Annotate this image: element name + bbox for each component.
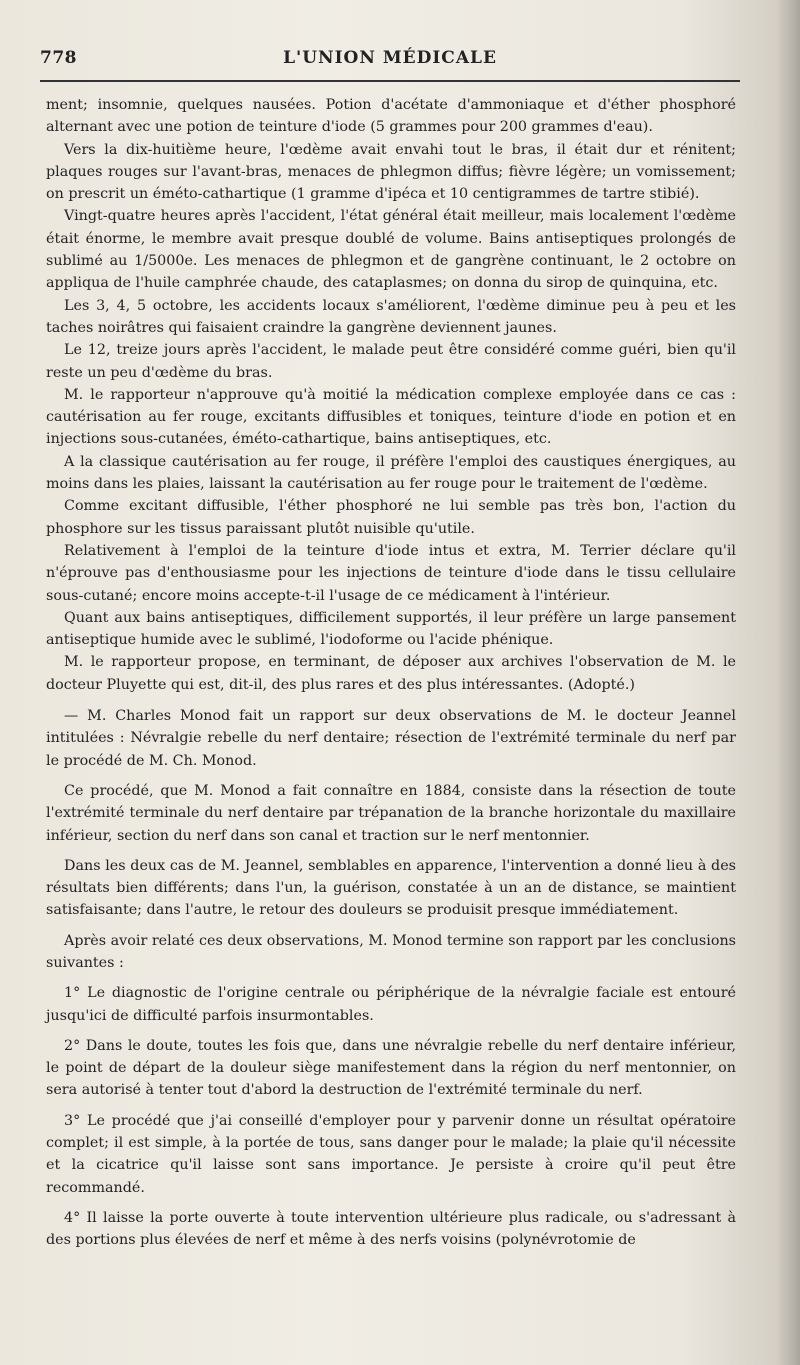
page-edge-shadow	[776, 0, 800, 1365]
paragraph: ment; insomnie, quelques nausées. Potion d'acétate d'ammoniaque et d'éther phosphoré alternant avec une potion de teinture d'iode (5 grammes pour 200 grammes d'eau).	[46, 97, 736, 136]
page-number: 778	[40, 48, 77, 68]
page-header	[40, 44, 740, 74]
article-body	[46, 94, 736, 1252]
conclusion-item: 2° Dans le doute, toutes les fois que, dans une névralgie rebelle du nerf dentaire inférieur, le point de départ de la douleur siège manifestement dans la région du nerf mentonnier, on sera autorisé à tenter tout d'abord la destruction de l'extrémité terminale du nerf.	[46, 1037, 736, 1099]
paragraph: Le 12, treize jours après l'accident, le malade peut être considéré comme guéri, bien qu'il reste un peu d'œdème du bras.	[46, 342, 736, 381]
paragraph: Comme excitant diffusible, l'éther phosphoré ne lui semble pas très bon, l'action du phosphore sur les tissus paraissant plutôt nuisible qu'utile.	[46, 498, 736, 537]
paragraph: Les 3, 4, 5 octobre, les accidents locaux s'améliorent, l'œdème diminue peu à peu et les taches noirâtres qui faisaient craindre la gangrène deviennent jaunes.	[46, 297, 736, 336]
running-title: L'UNION MÉDICALE	[283, 48, 497, 68]
conclusion-item: 3° Le procédé que j'ai conseillé d'employer pour y parvenir donne un résultat opératoire complet; il est simple, à la portée de tous, sans danger pour le malade; la plaie qu'il nécessite et la cicatrice qu'il laisse sont sans importance. Je persiste à croire qu'il peut être recommandé.	[46, 1112, 736, 1196]
paragraph: M. le rapporteur propose, en terminant, de déposer aux archives l'observation de M. le docteur Pluyette qui est, dit-il, des plus rares et des plus intéressantes. (Adopté.)	[46, 654, 736, 693]
paragraph: Vers la dix-huitième heure, l'œdème avait envahi tout le bras, il était dur et rénitent; plaques rouges sur l'avant-bras, menaces de phlegmon diffus; fièvre légère; un vomissement; on prescrit un éméto-cathartique (1 gramme d'ipéca et 10 centigrammes de tartre stibié).	[46, 141, 736, 203]
paragraph: Relativement à l'emploi de la teinture d'iode intus et extra, M. Terrier déclare qu'il n'éprouve pas d'enthousiasme pour les injections de teinture d'iode dans le tissu cellulaire sous-cutané; encore moins accepte-t-il l'usage de ce médicament à l'intérieur.	[46, 542, 736, 604]
paragraph: Quant aux bains antiseptiques, difficilement supportés, il leur préfère un large pansement antiseptique humide avec le sublimé, l'iodoforme ou l'acide phénique.	[46, 609, 736, 649]
paragraph: Vingt-quatre heures après l'accident, l'état général était meilleur, mais localement l'œdème était énorme, le membre avait presque doublé de volume. Bains antiseptiques prolongés de sublimé au 1/5000e. Les menaces de phlegmon et de gangrène continuant, le 2 octobre on appliqua de l'huile camphrée chaude, des cataplasmes; on donna du sirop de quinquina, etc.	[46, 208, 736, 292]
paragraph: Dans les deux cas de M. Jeannel, semblables en apparence, l'intervention a donné lieu à des résultats bien différents; dans l'un, la guérison, constatée à un an de distance, se maintient satisfaisante; dans l'autre, le retour des douleurs se produisit presque immédiatement.	[46, 857, 736, 919]
paragraph: Ce procédé, que M. Monod a fait connaître en 1884, consiste dans la résection de toute l'extrémité terminale du nerf dentaire par trépanation de la branche horizontale du maxillaire inférieur, section du nerf dans son canal et traction sur le nerf mentonnier.	[46, 782, 736, 844]
paragraph: M. le rapporteur n'approuve qu'à moitié la médication complexe employée dans ce cas : cautérisation au fer rouge, excitants diffusibles et toniques, teinture d'iode en potion et en injections sous-cutanées, éméto-cathartique, bains antiseptiques, etc.	[46, 386, 736, 448]
paragraph: Après avoir relaté ces deux observations, M. Monod termine son rapport par les conclusions suivantes :	[46, 932, 736, 971]
header-rule	[40, 80, 740, 82]
paragraph: A la classique cautérisation au fer rouge, il préfère l'emploi des caustiques énergiques, au moins dans les plaies, laissant la cautérisation au fer rouge pour le traitement de l'œdème.	[46, 453, 736, 493]
conclusion-item: 4° Il laisse la porte ouverte à toute intervention ultérieure plus radicale, ou s'adressant à des portions plus élevées de nerf et même à des nerfs voisins (polynévrotomie de	[46, 1209, 736, 1249]
report-intro-paragraph: — M. Charles Monod fait un rapport sur deux observations de M. le docteur Jeannel intitulées : Névralgie rebelle du nerf dentaire; résection de l'extrémité terminale du nerf par le procédé de M. Ch. Monod.	[46, 708, 736, 769]
conclusion-item: 1° Le diagnostic de l'origine centrale ou périphérique de la névralgie faciale est entouré jusqu'ici de difficulté parfois insurmontables.	[46, 985, 736, 1024]
